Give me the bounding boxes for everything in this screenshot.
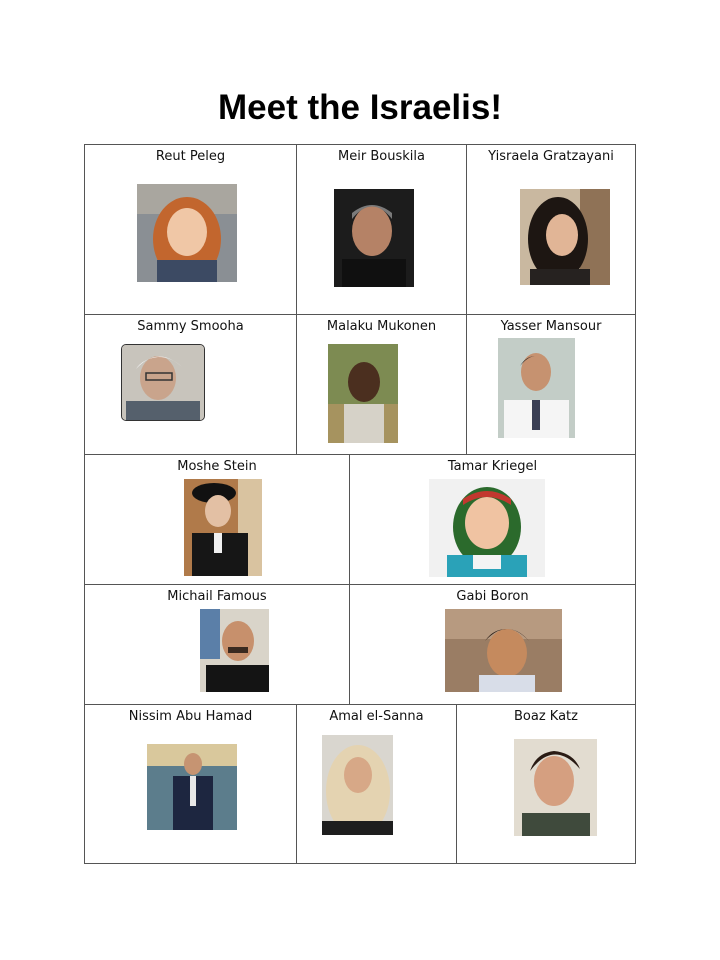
person-name: Moshe Stein [177,459,257,474]
person-name: Yisraela Gratzayani [488,149,614,164]
portrait-photo [137,184,237,282]
portrait-photo [334,189,414,287]
person-cell-reut-peleg [84,144,297,315]
portrait-photo [514,739,597,836]
person-cell-meir-bouskila [296,144,467,315]
portrait-photo [147,744,237,830]
portrait-photo [520,189,610,285]
portrait-photo [429,479,545,577]
portrait-photo [328,344,398,443]
person-name: Sammy Smooha [137,319,244,334]
person-cell-tamar-kriegel [349,454,636,585]
person-cell-yisraela-gratzayani [466,144,636,315]
person-name: Tamar Kriegel [447,459,538,474]
person-name: Malaku Mukonen [326,319,437,334]
person-cell-michail-famous [84,584,350,705]
person-name: Meir Bouskila [338,149,425,164]
portrait-photo [184,479,262,576]
person-name: Boaz Katz [514,709,578,724]
portrait-photo [200,609,269,692]
person-name: Yasser Mansour [500,319,602,334]
person-cell-sammy-smooha [84,314,297,455]
person-cell-moshe-stein [84,454,350,585]
person-cell-gabi-boron [349,584,636,705]
person-cell-amal-el-sanna [296,704,457,864]
person-name: Nissim Abu Hamad [128,709,253,724]
person-name: Reut Peleg [155,149,226,164]
portrait-photo [322,735,393,835]
person-cell-nissim-abu-hamad [84,704,297,864]
person-name: Gabi Boron [456,589,529,604]
person-cell-yasser-mansour [466,314,636,455]
person-cell-malaku-mukonen [296,314,467,455]
page-title: Meet the Israelis! [218,88,502,127]
person-name: Amal el-Sanna [329,709,424,724]
person-cell-boaz-katz [456,704,636,864]
portrait-photo [498,338,575,438]
person-name: Michail Famous [167,589,267,604]
portrait-photo [445,609,562,692]
portrait-photo [121,344,205,421]
